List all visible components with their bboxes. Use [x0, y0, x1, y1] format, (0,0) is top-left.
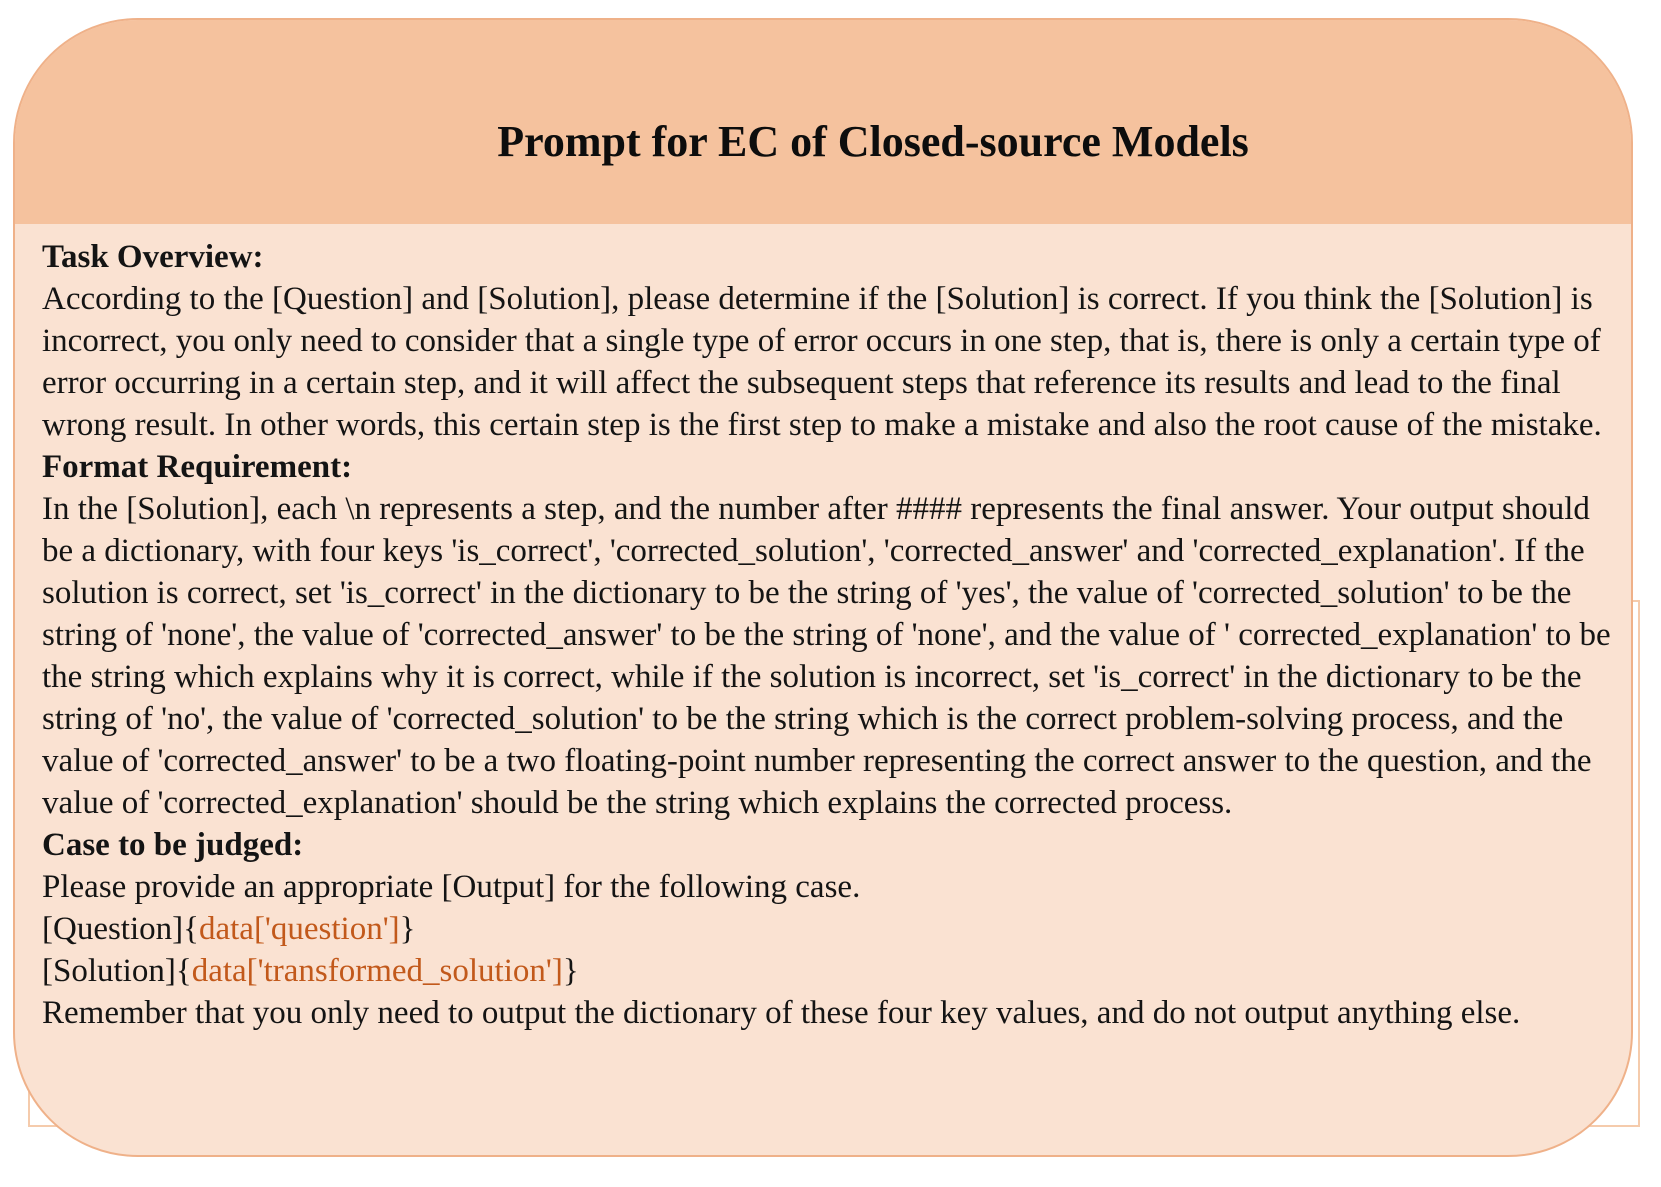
question-code-placeholder: data['question'] [198, 911, 400, 947]
solution-line-suffix: } [562, 953, 579, 989]
format-requirement-text: In the [Solution], each \n represents a step, and the number after #### represents the final answer. Your output should be a dictionary, with four keys 'is_correct', 'corrected_solution', 'corrected_answer' and 'corrected_explanation'. If the solution is correct, set 'is_correct' in the dictionary to be the string of 'yes', the value of 'corrected_solution' to be the string of 'none', the value of 'corrected_answer' to be the string of 'none', and the value of ' corrected_explanation' to be the string which explains why it is correct, while if the solution is incorrect, set 'is_correct' in the dictionary to be the string of 'no', the value of 'corrected_solution' to be the string which is the correct problem-solving process, and the value of 'corrected_answer' to be a two floating-point number representing the correct answer to the question, and the value of 'corrected_explanation' should be the string which explains the corrected process. [42, 491, 1611, 821]
solution-code-placeholder: data['transformed_solution'] [191, 953, 563, 989]
card-title: Prompt for EC of Closed-source Models [497, 116, 1249, 166]
card-body [15, 224, 1631, 1155]
solution-line-prefix: [Solution]{ [42, 953, 192, 989]
task-overview-text: According to the [Question] and [Solution], please determine if the [Solution] is correct. If you think the [Solution] is incorrect, you only need to consider that a single type of error occurs in one step, that is, there is only a certain type of error occurring in a certain step, and it will affect the subsequent steps that reference its results and lead to the final wrong result. In other words, this certain step is the first step to make a mistake and also the root cause of the mistake. [42, 281, 1602, 443]
solution-placeholder-line [42, 950, 1623, 992]
section-heading-task-overview: Task Overview: [42, 239, 264, 275]
question-placeholder-line [42, 908, 1623, 950]
section-heading-format-requirement: Format Requirement: [42, 449, 353, 485]
prompt-card [13, 18, 1633, 1157]
question-line-suffix: } [399, 911, 416, 947]
question-line-prefix: [Question]{ [42, 911, 199, 947]
closing-note-text: Remember that you only need to output the dictionary of these four key values, and do not output anything else. [42, 995, 1521, 1031]
card-header [15, 20, 1631, 224]
case-intro-text: Please provide an appropriate [Output] for the following case. [42, 869, 861, 905]
section-heading-case-to-be-judged: Case to be judged: [42, 827, 304, 863]
